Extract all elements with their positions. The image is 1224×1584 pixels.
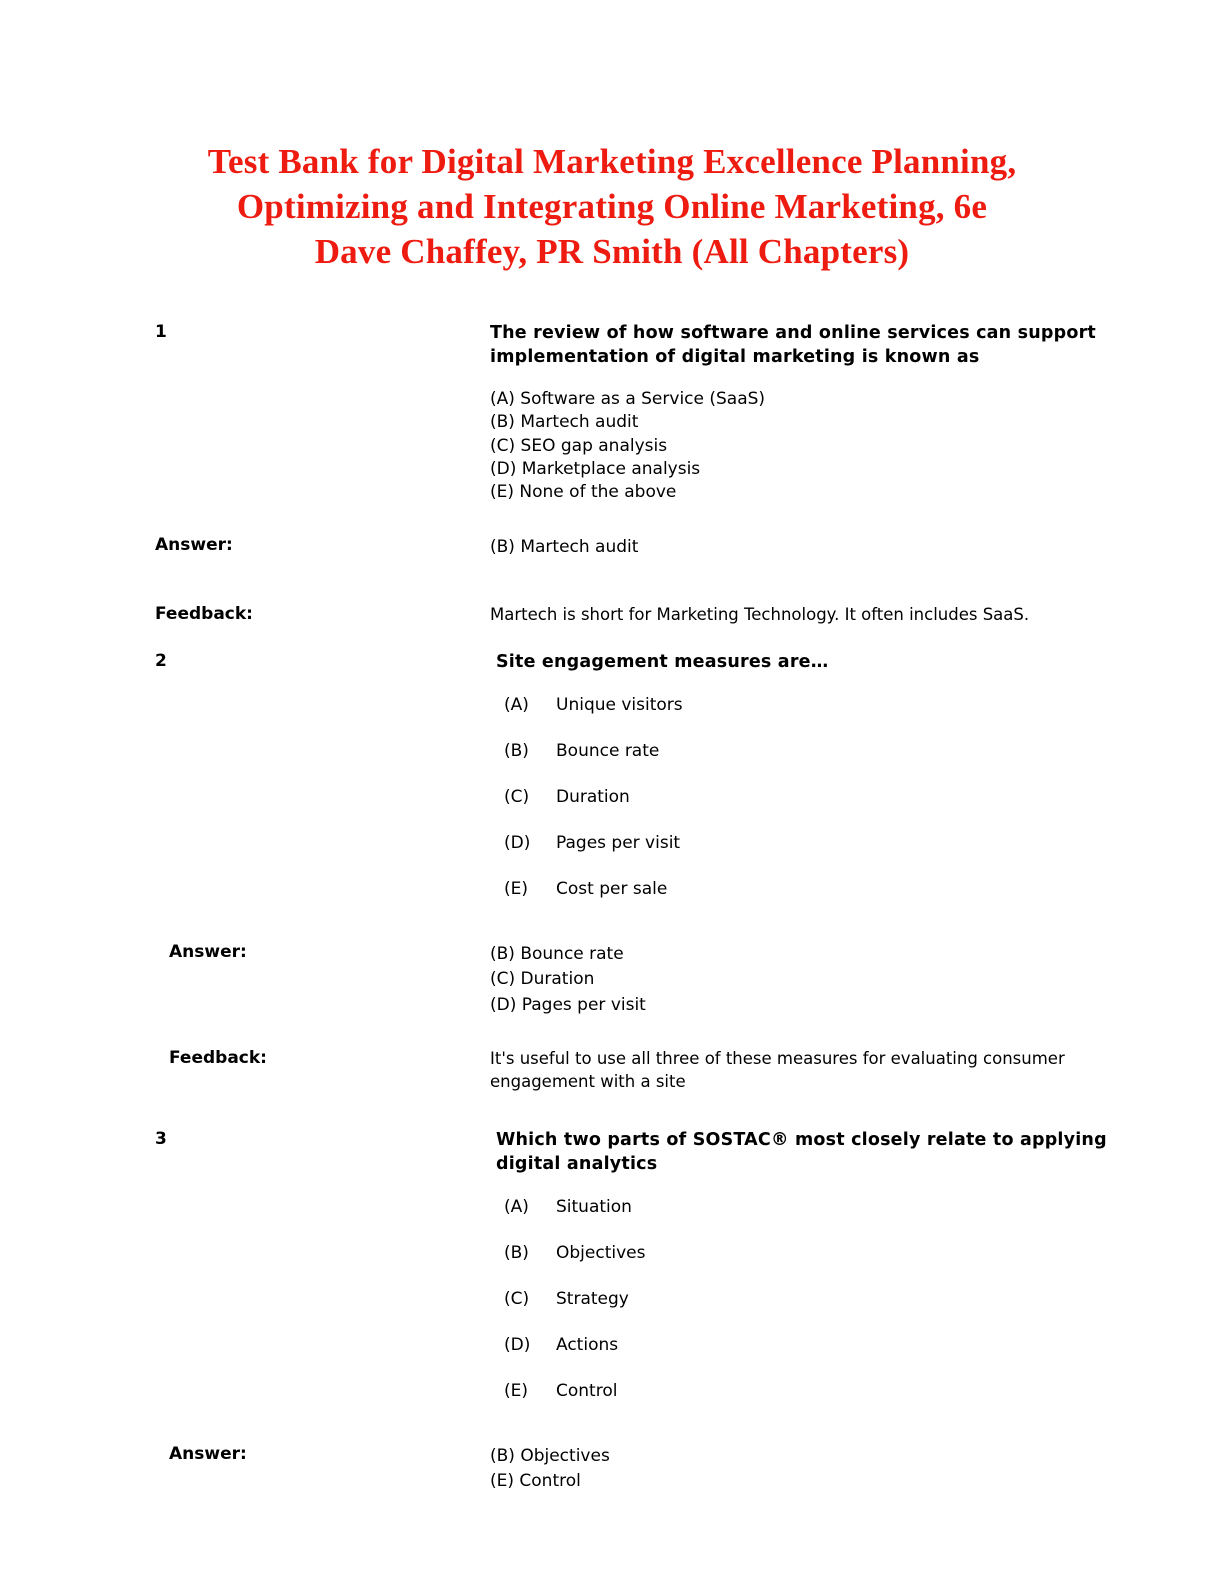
answer-item: (B) Objectives: [490, 1445, 610, 1466]
answer-block-3: [155, 1444, 1114, 1495]
option-label: Pages per visit: [556, 833, 681, 854]
option-label: Bounce rate: [556, 741, 660, 762]
option-label: Duration: [556, 787, 630, 808]
question-block-3: [155, 1129, 1114, 1426]
option-item[interactable]: [504, 1380, 1114, 1403]
option-item[interactable]: [504, 694, 1114, 717]
answer-label: Answer:: [169, 941, 247, 962]
feedback-label: Feedback:: [169, 1048, 267, 1069]
option-item[interactable]: (C) SEO gap analysis: [490, 435, 668, 456]
title-line-1: Test Bank for Digital Marketing Excellence Planning,: [207, 142, 1017, 181]
question-number: 2: [155, 650, 167, 671]
option-label: Objectives: [556, 1243, 646, 1264]
question-block-2: [155, 651, 1114, 924]
questions-container: [0, 322, 1224, 1495]
answer-label: Answer:: [169, 1443, 247, 1464]
answer-item: (D) Pages per visit: [490, 994, 646, 1015]
option-label: Cost per sale: [556, 879, 668, 900]
option-label: Unique visitors: [556, 695, 683, 716]
answer-value: [490, 942, 1114, 1019]
option-item[interactable]: [504, 1288, 1114, 1311]
option-item[interactable]: [504, 786, 1114, 809]
option-letter: (B): [504, 1243, 529, 1264]
option-item[interactable]: [504, 740, 1114, 763]
answer-label: Answer:: [155, 534, 233, 555]
feedback-value: Martech is short for Marketing Technology. It often includes SaaS.: [490, 605, 1030, 625]
option-item[interactable]: [504, 1334, 1114, 1357]
option-label: Strategy: [556, 1289, 629, 1310]
answer-value: (B) Martech audit: [490, 536, 639, 557]
answer-block-1: [155, 535, 1114, 561]
option-letter: (A): [504, 1197, 529, 1218]
option-label: Situation: [556, 1197, 632, 1218]
option-letter: (E): [504, 879, 529, 900]
question-text: Site engagement measures are…: [496, 651, 829, 672]
question-body: [490, 322, 1114, 505]
answer-item: (B) Bounce rate: [490, 943, 624, 964]
option-item[interactable]: (B) Martech audit: [490, 412, 639, 433]
question-number: 3: [155, 1129, 167, 1150]
option-letter: (D): [504, 1335, 531, 1356]
option-item[interactable]: (E) None of the above: [490, 482, 677, 503]
option-item[interactable]: [504, 1242, 1114, 1265]
option-label: Control: [556, 1381, 618, 1402]
question-block-1: [155, 322, 1114, 505]
option-letter: (A): [504, 695, 529, 716]
option-letter: (E): [504, 1381, 529, 1402]
answer-block-2: [155, 942, 1114, 1019]
title-line-3: Dave Chaffey, PR Smith (All Chapters): [314, 231, 910, 271]
question-number: 1: [155, 322, 167, 343]
option-letter: (B): [504, 741, 529, 762]
feedback-block-1: [155, 604, 1114, 626]
option-item[interactable]: [504, 1196, 1114, 1219]
question-text: Which two parts of SOSTAC® most closely relate to applying digital analytics: [496, 1130, 1107, 1174]
feedback-block-2: [155, 1048, 1114, 1093]
option-letter: (D): [504, 833, 531, 854]
option-item[interactable]: [504, 832, 1114, 855]
option-list: [490, 388, 1114, 505]
feedback-value: It's useful to use all three of these measures for evaluating consumer engagement with a site: [490, 1049, 1065, 1091]
title-line-2: Optimizing and Integrating Online Marketing, 6e: [236, 186, 988, 226]
option-item[interactable]: [504, 878, 1114, 901]
option-label: Actions: [556, 1335, 619, 1356]
option-list: [490, 1196, 1114, 1403]
page-title: [0, 0, 1224, 274]
option-item[interactable]: (D) Marketplace analysis: [490, 459, 701, 479]
answer-value: [490, 1444, 1114, 1495]
option-list: [490, 694, 1114, 901]
option-item[interactable]: (A) Software as a Service (SaaS): [490, 388, 766, 409]
option-letter: (C): [504, 787, 530, 808]
answer-item: (C) Duration: [490, 969, 595, 990]
option-letter: (C): [504, 1289, 530, 1310]
question-body: [490, 651, 1114, 924]
question-body: [490, 1129, 1114, 1426]
answer-item: (E) Control: [490, 1471, 581, 1492]
question-text: The review of how software and online services can support implementation of digital marketing is known as: [490, 323, 1096, 368]
feedback-label: Feedback:: [155, 604, 253, 625]
